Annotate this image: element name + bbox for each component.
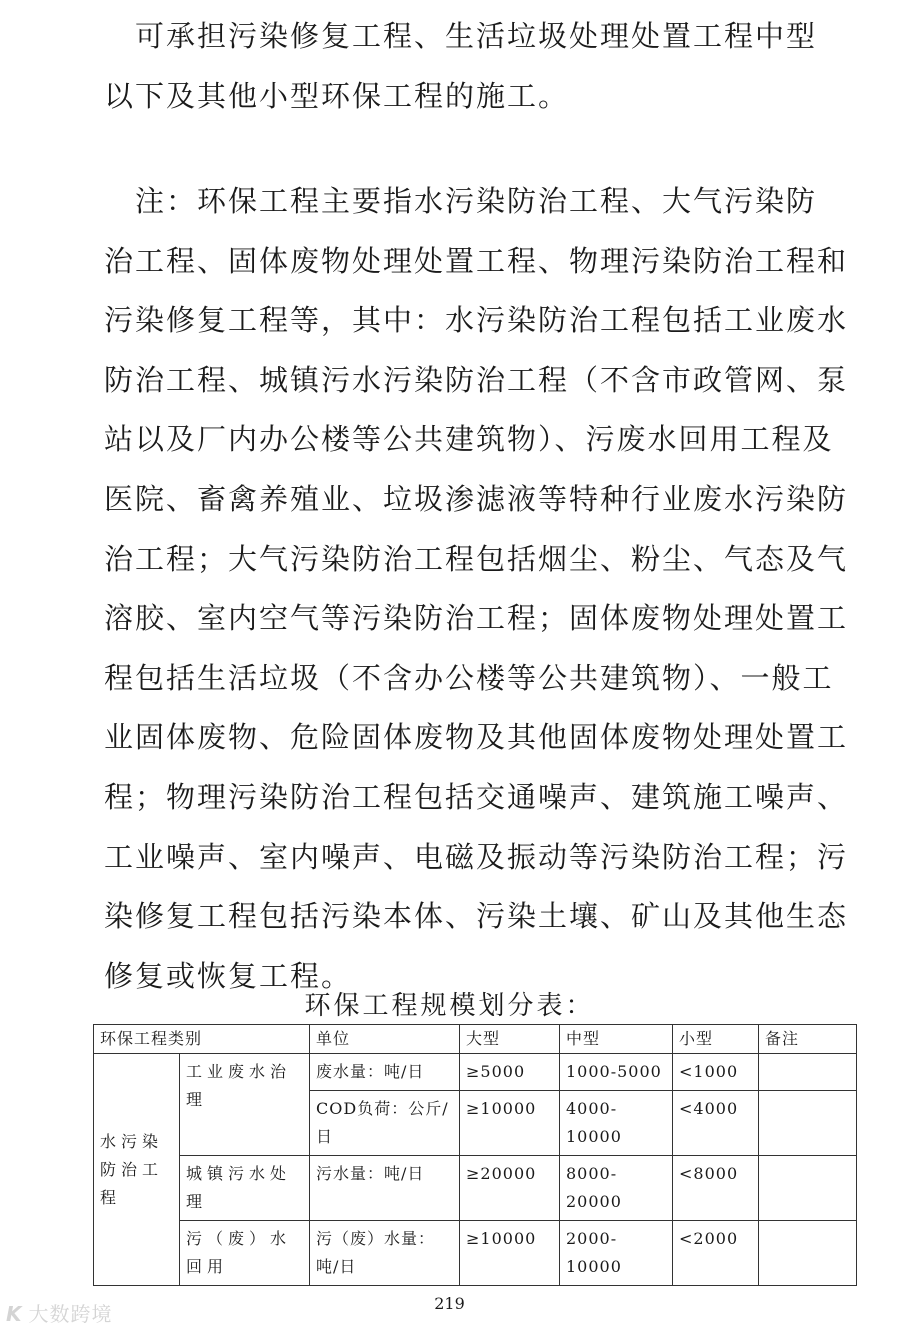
unit-cell: COD负荷：公斤/日	[310, 1091, 460, 1156]
subcategory-cell: 工业废水治理	[180, 1054, 310, 1156]
header-medium: 中型	[560, 1025, 673, 1054]
large-cell: ≥20000	[460, 1156, 560, 1221]
medium-cell: 2000-10000	[560, 1221, 673, 1286]
text-line: 注：环保工程主要指水污染防治工程、大气污染防	[104, 184, 818, 218]
watermark-logo-icon: K	[6, 1302, 23, 1326]
watermark	[6, 1298, 113, 1327]
table-row	[94, 1054, 857, 1091]
header-large: 大型	[460, 1025, 560, 1054]
table-caption: 环保工程规模划分表：	[304, 991, 595, 1021]
text-line: 修复或恢复工程。	[104, 958, 353, 993]
scale-classification-table	[93, 1024, 857, 1286]
note-paragraph	[104, 184, 849, 1019]
text-line: 以下及其他小型环保工程的施工。	[104, 79, 570, 113]
remark-cell	[759, 1221, 857, 1286]
text-line: 治工程、固体废物处理处置工程、物理污染防治工程和	[104, 243, 849, 278]
small-cell: <4000	[673, 1091, 759, 1156]
text-line: 医院、畜禽养殖业、垃圾渗滤液等特种行业废水污染防	[104, 481, 849, 516]
text-line: 可承担污染修复工程、生活垃圾处理处置工程中型	[104, 19, 818, 53]
header-unit: 单位	[310, 1025, 460, 1054]
remark-cell	[759, 1091, 857, 1156]
large-cell: ≥5000	[460, 1054, 560, 1091]
text-line: 程包括生活垃圾（不含办公楼等公共建筑物）、一般工	[104, 660, 834, 695]
group-cell: 水污染防治工程	[94, 1054, 180, 1286]
large-cell: ≥10000	[460, 1221, 560, 1286]
text-line: 防治工程、城镇污水污染防治工程（不含市政管网、泵	[104, 362, 849, 397]
table-row	[94, 1156, 857, 1221]
medium-cell: 1000-5000	[560, 1054, 673, 1091]
header-category: 环保工程类别	[94, 1025, 310, 1054]
header-small: 小型	[673, 1025, 759, 1054]
watermark-text: 大数跨境	[28, 1302, 113, 1326]
small-cell: <2000	[673, 1221, 759, 1286]
text-line: 站以及厂内办公楼等公共建筑物）、污废水回用工程及	[104, 422, 834, 457]
text-line: 溶胶、室内空气等污染防治工程；固体废物处理处置工	[104, 601, 849, 636]
medium-cell: 8000-20000	[560, 1156, 673, 1221]
page-number: 219	[434, 1294, 465, 1313]
table-row	[94, 1221, 857, 1286]
unit-cell: 废水量：吨/日	[310, 1054, 460, 1091]
large-cell: ≥10000	[460, 1091, 560, 1156]
small-cell: <8000	[673, 1156, 759, 1221]
small-cell: <1000	[673, 1054, 759, 1091]
unit-cell: 污（废）水量：吨/日	[310, 1221, 460, 1286]
text-line: 染修复工程包括污染本体、污染土壤、矿山及其他生态	[104, 899, 849, 934]
remark-cell	[759, 1054, 857, 1091]
subcategory-cell: 城镇污水处理	[180, 1156, 310, 1221]
text-line: 程；物理污染防治工程包括交通噪声、建筑施工噪声、	[104, 779, 849, 814]
paragraph-1	[104, 19, 818, 140]
header-remark: 备注	[759, 1025, 857, 1054]
table-header-row	[94, 1025, 857, 1054]
text-line: 业固体废物、危险固体废物及其他固体废物处理处置工	[104, 720, 849, 755]
medium-cell: 4000-10000	[560, 1091, 673, 1156]
remark-cell	[759, 1156, 857, 1221]
unit-cell: 污水量：吨/日	[310, 1156, 460, 1221]
text-line: 治工程；大气污染防治工程包括烟尘、粉尘、气态及气	[104, 541, 849, 576]
subcategory-cell: 污（废）水回用	[180, 1221, 310, 1286]
text-line: 工业噪声、室内噪声、电磁及振动等污染防治工程；污	[104, 839, 849, 874]
text-line: 污染修复工程等，其中：水污染防治工程包括工业废水	[104, 303, 849, 338]
